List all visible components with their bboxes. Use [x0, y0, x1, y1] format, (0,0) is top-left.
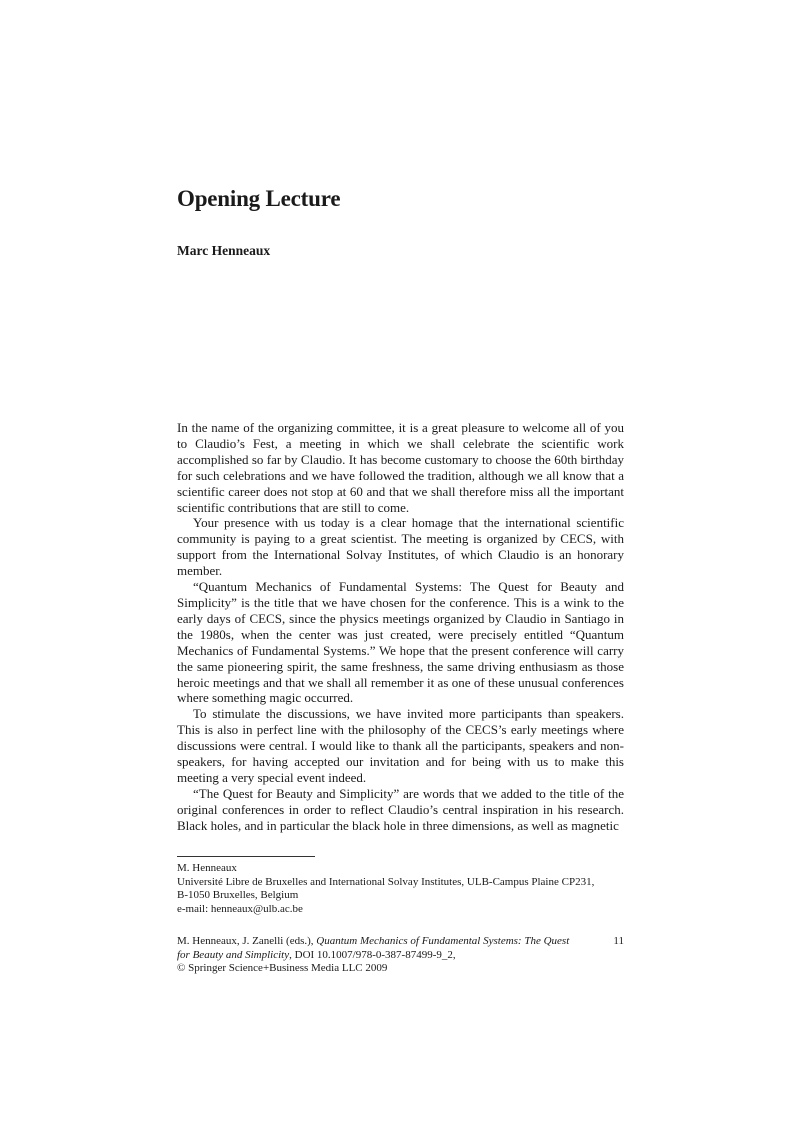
citation-doi: , DOI 10.1007/978-0-387-87499-9_2, [289, 948, 456, 961]
author-name: Marc Henneaux [177, 243, 271, 258]
body-text [177, 420, 624, 834]
chapter-title: Opening Lecture [177, 186, 341, 211]
affiliation-institution: Université Libre de Bruxelles and International Solvay Institutes, ULB-Campus Plaine CP231, [177, 875, 595, 888]
footnote-divider [177, 856, 315, 857]
citation-line-1 [177, 935, 627, 949]
book-citation [177, 935, 627, 976]
citation-editors: M. Henneaux, J. Zanelli (eds.), [177, 935, 314, 947]
paragraph: Your presence with us today is a clear homage that the international scientific community is paying to a great scientist. The meeting is organized by CECS, with support from the International Solvay Institutes, of which Claudio is an honorary member. [177, 515, 624, 579]
affiliation-email: e-mail: henneaux@ulb.ac.be [177, 902, 303, 915]
paragraph: “The Quest for Beauty and Simplicity” are words that we added to the title of the original conferences in order to reflect Claudio’s central inspiration in his research. Black holes, and in particular the black hole in three dimensions, as well as magnetic [177, 785, 624, 833]
citation-line-2 [177, 949, 627, 963]
paragraph: “Quantum Mechanics of Fundamental Systems: The Quest for Beauty and Simplicity” is the title that we have chosen for the conference. This is a wink to the early days of CECS, since the physics meetings organized by Claudio in Santiago in the 1980s, when the center was just created, were precisely entitled “Quantum Mechanics of Fundamental Systems.” We hope that the present conference will carry the same pioneering spirit, the same freshness, the same driving enthusiasm as those heroic meetings and that we shall all remember it as one of these unusual conferences where something magic occurred. [177, 579, 624, 706]
page-number: 11 [613, 935, 624, 947]
author-affiliation [177, 862, 627, 916]
affiliation-name: M. Henneaux [177, 862, 237, 874]
paragraph: In the name of the organizing committee, it is a great pleasure to welcome all of you to Claudio’s Fest, a meeting in which we shall celebrate the scientific work accomplished so far by Claudio. It has become customary to choose the 60th birthday for such celebrations and we have followed the tradition, although we all know that a scientific career does not stop at 60 and that we shall therefore miss all the important scientific contributions that are still to come. [177, 420, 624, 515]
citation-book-title-2: for Beauty and Simplicity [177, 948, 290, 961]
affiliation-city: B-1050 Bruxelles, Belgium [177, 889, 299, 901]
paragraph: To stimulate the discussions, we have invited more participants than speakers. This is also in perfect line with the philosophy of the CECS’s early meetings where discussions were central. I would like to thank all the participants, speakers and non-speakers, for having accepted our invitation and for being with us to make this meeting a very special event indeed. [177, 706, 624, 785]
citation-book-title-1: Quantum Mechanics of Fundamental Systems: The Quest [316, 935, 570, 947]
citation-copyright: © Springer Science+Business Media LLC 2009 [177, 962, 388, 974]
